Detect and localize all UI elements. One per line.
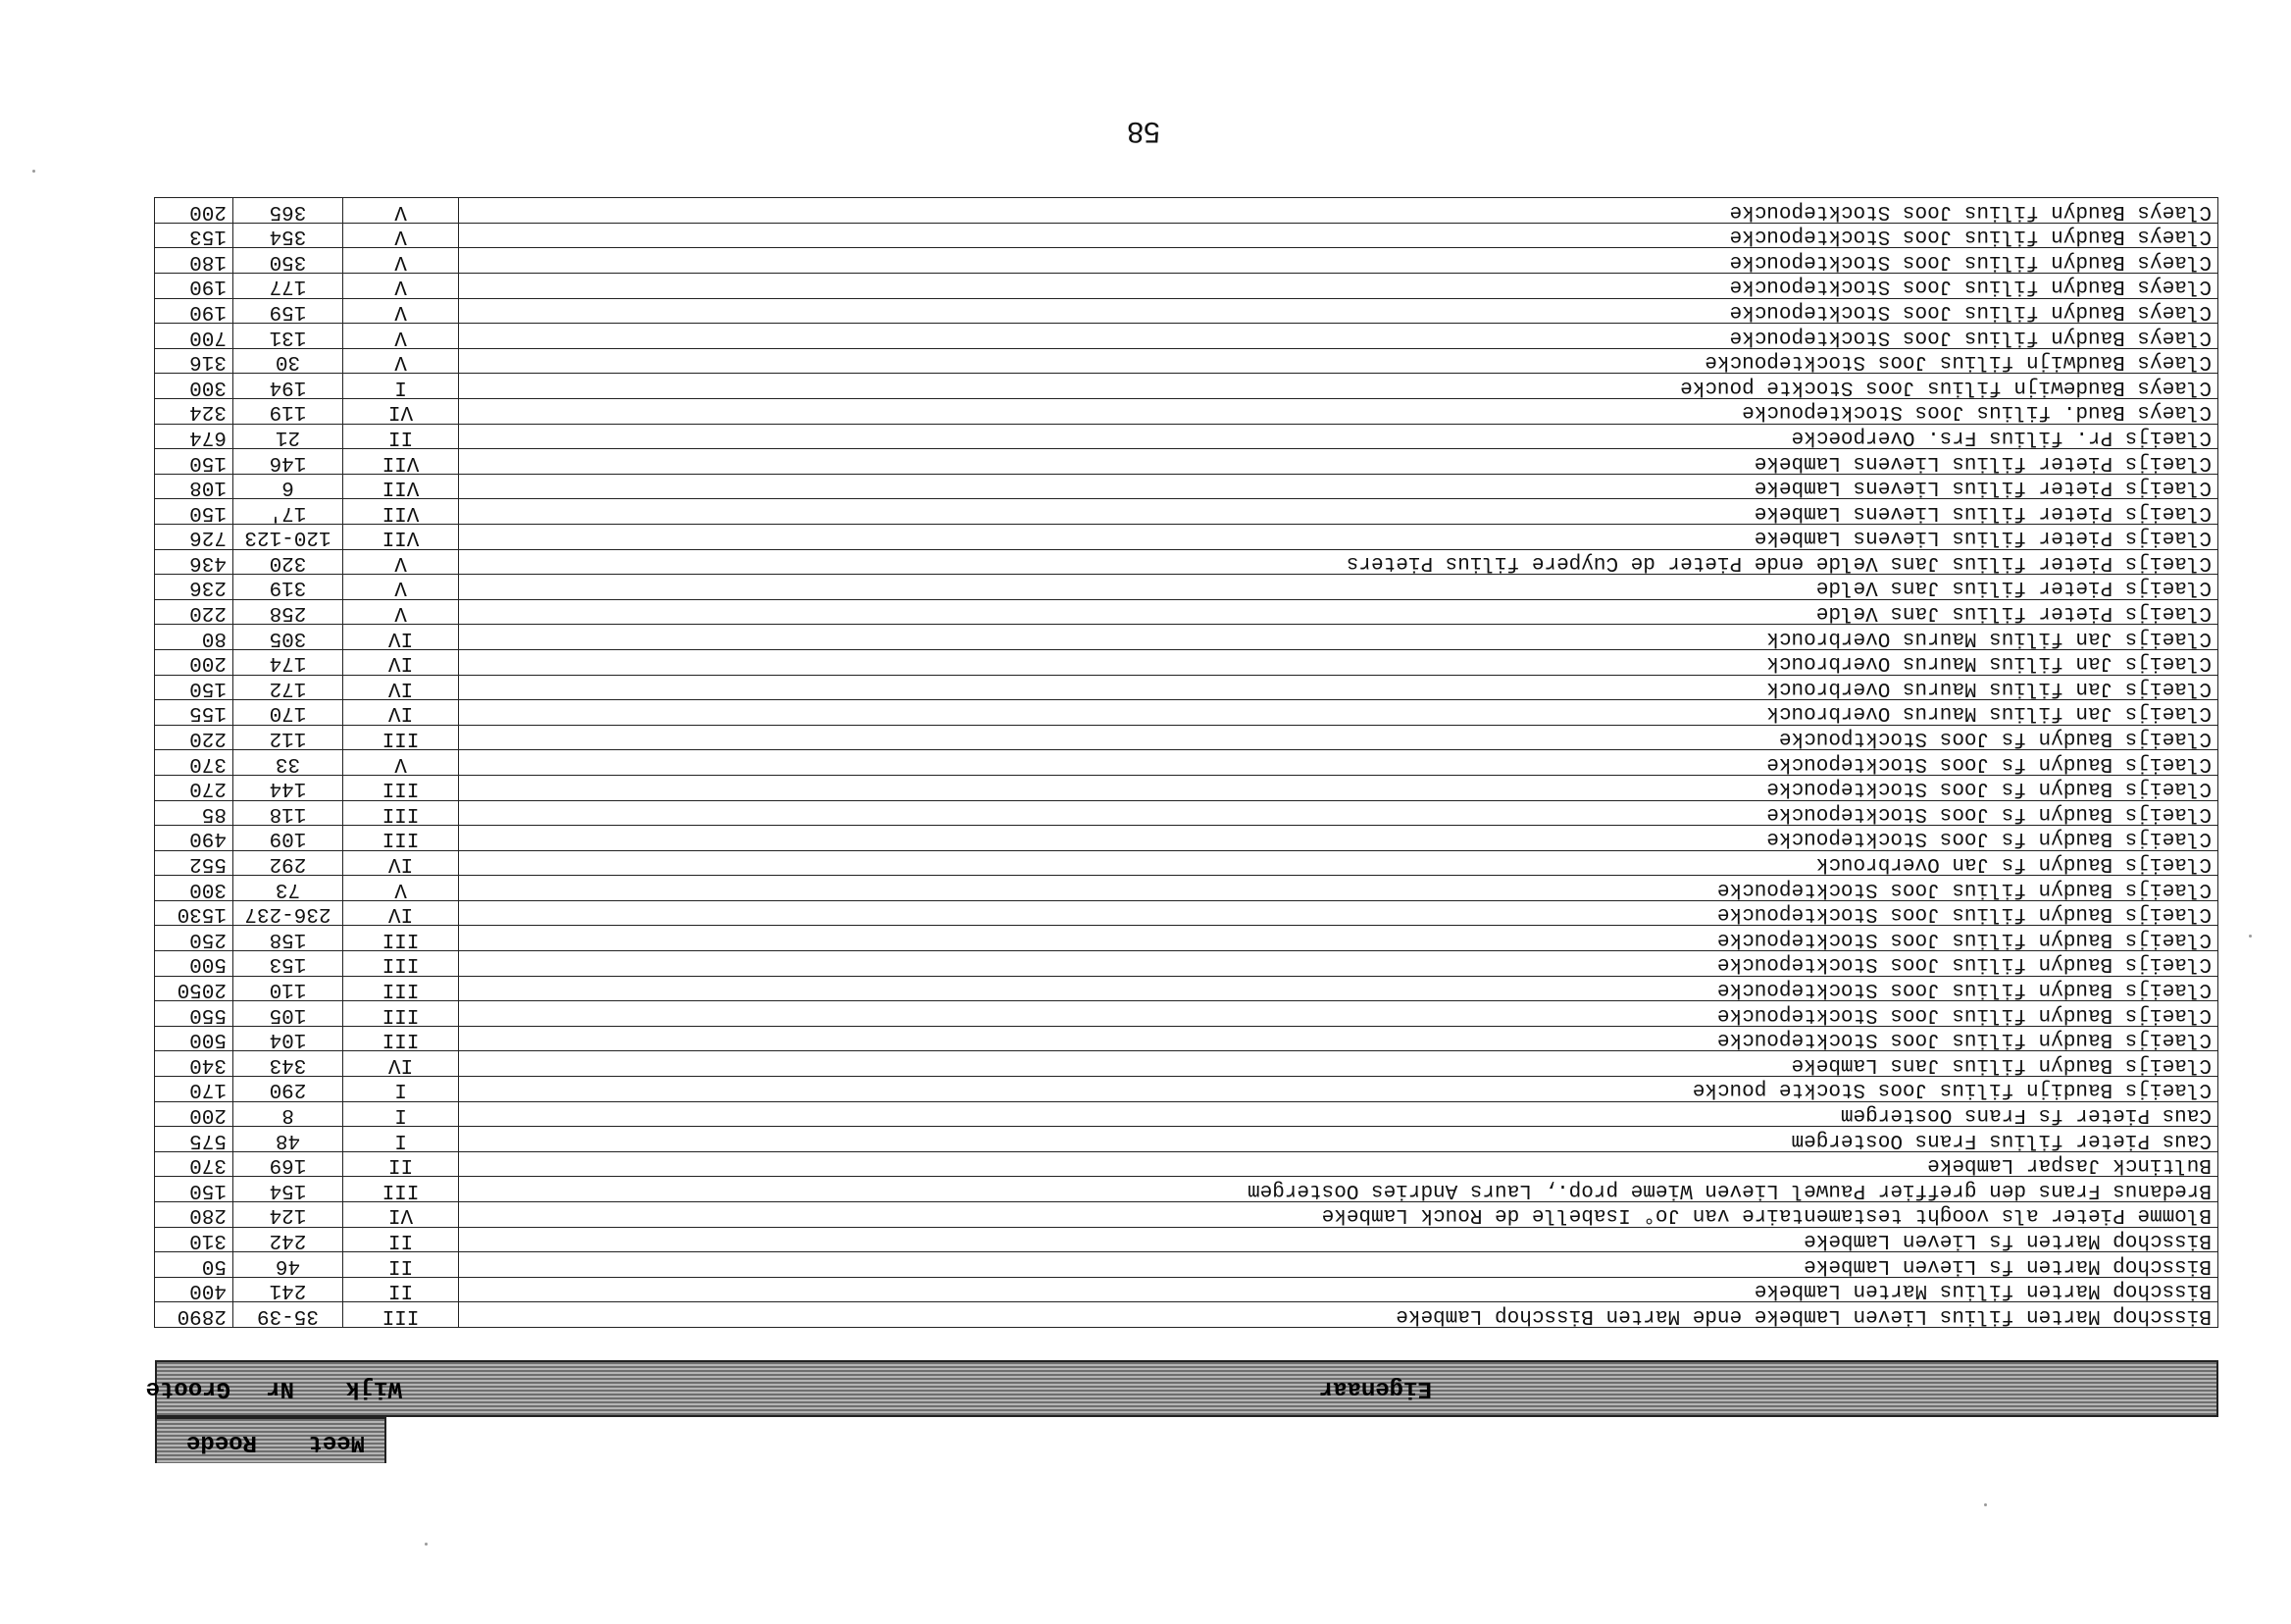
- area-cell: 316: [155, 348, 233, 374]
- table-row: [155, 850, 2218, 876]
- wijk-cell: IV: [343, 900, 459, 926]
- table-row: [155, 1001, 2218, 1027]
- parcel-number-cell: 46: [233, 1252, 343, 1278]
- table-row: [155, 399, 2218, 425]
- wijk-cell: IV: [343, 675, 459, 700]
- table-row: [155, 274, 2218, 299]
- parcel-number-cell: 365: [233, 198, 343, 224]
- parcel-number-cell: 124: [233, 1202, 343, 1228]
- owner-name-cell: Claeijs Baudyn filius Joos Stocktepoucke: [459, 876, 2218, 901]
- table-row: [155, 575, 2218, 600]
- table-row: [155, 1101, 2218, 1127]
- owner-name-cell: Claeijs Pieter filius Jans Velde: [459, 575, 2218, 600]
- owner-name-cell: Claeijs Baudyn filius Joos Stocktepoucke: [459, 900, 2218, 926]
- area-cell: 200: [155, 198, 233, 224]
- wijk-cell: V: [343, 298, 459, 324]
- table-row: [155, 625, 2218, 650]
- wijk-cell: III: [343, 1026, 459, 1051]
- parcel-number-cell: 241: [233, 1277, 343, 1302]
- wijk-cell: III: [343, 725, 459, 750]
- wijk-cell: V: [343, 324, 459, 349]
- area-cell: 180: [155, 248, 233, 274]
- area-cell: 150: [155, 449, 233, 475]
- parcel-number-cell: 21: [233, 424, 343, 449]
- area-cell: 340: [155, 1051, 233, 1077]
- table-row: [155, 1227, 2218, 1252]
- owner-name-cell: Claeijs Pieter filius Lievens Lambeke: [459, 499, 2218, 525]
- table-row: [155, 1177, 2218, 1202]
- area-cell: 190: [155, 274, 233, 299]
- wijk-cell: III: [343, 951, 459, 977]
- wijk-cell: VII: [343, 474, 459, 499]
- ledger-body: [155, 198, 2218, 1328]
- wijk-cell: I: [343, 1127, 459, 1152]
- area-cell: 1530: [155, 900, 233, 926]
- wijk-cell: V: [343, 348, 459, 374]
- owner-name-cell: Claeijs Baudyn filius Joos Stocktepoucke: [459, 926, 2218, 951]
- wijk-cell: VII: [343, 499, 459, 525]
- table-row: [155, 775, 2218, 800]
- parcel-number-cell: 194: [233, 374, 343, 399]
- parcel-number-cell: 120-123: [233, 525, 343, 550]
- wijk-cell: V: [343, 876, 459, 901]
- area-cell: 155: [155, 700, 233, 726]
- area-cell: 270: [155, 775, 233, 800]
- wijk-cell: IV: [343, 850, 459, 876]
- owner-name-cell: Blomme Pieter als vooght testamentaire van Jo° Isabelle de Rouck Lambeke: [459, 1202, 2218, 1228]
- subheader-label-1: Meet: [308, 1429, 365, 1455]
- parcel-number-cell: 350: [233, 248, 343, 274]
- wijk-cell: II: [343, 1252, 459, 1278]
- area-cell: 674: [155, 424, 233, 449]
- parcel-number-cell: 6: [233, 474, 343, 499]
- area-cell: 575: [155, 1127, 233, 1152]
- parcel-number-cell: 112: [233, 725, 343, 750]
- area-cell: 2050: [155, 976, 233, 1001]
- area-cell: 500: [155, 951, 233, 977]
- area-cell: 153: [155, 223, 233, 248]
- area-cell: 370: [155, 1151, 233, 1177]
- area-cell: 280: [155, 1202, 233, 1228]
- wijk-cell: IV: [343, 700, 459, 726]
- wijk-cell: V: [343, 599, 459, 625]
- owner-name-cell: Caus Pieter fs Frans Oostergem: [459, 1101, 2218, 1127]
- page-number: 58: [1127, 116, 1160, 148]
- owner-name-cell: Claeijs Baudijn filius Joos Stockte poucke: [459, 1077, 2218, 1102]
- owner-name-cell: Claeijs Baudyn filius Joos Stocktepoucke: [459, 976, 2218, 1001]
- parcel-number-cell: 8: [233, 1101, 343, 1127]
- parcel-number-cell: 158: [233, 926, 343, 951]
- owner-name-cell: Claeijs Pieter filius Jans Velde: [459, 599, 2218, 625]
- area-cell: 190: [155, 298, 233, 324]
- parcel-number-cell: 290: [233, 1077, 343, 1102]
- parcel-number-cell: 144: [233, 775, 343, 800]
- table-row: [155, 876, 2218, 901]
- area-cell: 236: [155, 575, 233, 600]
- owner-name-cell: Claeys Baudyn filius Joos Stocktepoucke: [459, 223, 2218, 248]
- area-cell: 300: [155, 876, 233, 901]
- wijk-cell: V: [343, 750, 459, 776]
- owner-name-cell: Claeys Baudyn filius Joos Stocktepoucke: [459, 274, 2218, 299]
- area-cell: 300: [155, 374, 233, 399]
- table-row: [155, 900, 2218, 926]
- table-row: [155, 549, 2218, 575]
- table-row: [155, 675, 2218, 700]
- table-row: [155, 374, 2218, 399]
- parcel-number-cell: 343: [233, 1051, 343, 1077]
- table-row: [155, 976, 2218, 1001]
- area-cell: 200: [155, 649, 233, 675]
- owner-name-cell: Claeijs Baudyn filius Joos Stocktepoucke: [459, 1001, 2218, 1027]
- wijk-cell: IV: [343, 649, 459, 675]
- area-cell: 150: [155, 1177, 233, 1202]
- owner-name-cell: Bisschop Marten fs Lieven Lambeke: [459, 1252, 2218, 1278]
- owner-name-cell: Bredanus Frans den greffier Pauwel Lieven Wieme prop., Laurs Andries Oostergem: [459, 1177, 2218, 1202]
- parcel-number-cell: 146: [233, 449, 343, 475]
- area-cell: 700: [155, 324, 233, 349]
- owner-name-cell: Claeijs Baudyn fs Joos Stocktepoucke: [459, 750, 2218, 776]
- wijk-cell: II: [343, 424, 459, 449]
- table-row: [155, 1077, 2218, 1102]
- wijk-cell: V: [343, 198, 459, 224]
- table-row: [155, 750, 2218, 776]
- table-row: [155, 499, 2218, 525]
- parcel-number-cell: 131: [233, 324, 343, 349]
- area-cell: 726: [155, 525, 233, 550]
- table-row: [155, 298, 2218, 324]
- owner-name-cell: Bisschop Marten fs Lieven Lambeke: [459, 1227, 2218, 1252]
- parcel-number-cell: 30: [233, 348, 343, 374]
- area-cell: 324: [155, 399, 233, 425]
- area-cell: 370: [155, 750, 233, 776]
- parcel-number-cell: 170: [233, 700, 343, 726]
- owner-name-cell: Bultinck Jaspar Lambeke: [459, 1151, 2218, 1177]
- ledger-table: [154, 197, 2218, 1328]
- wijk-cell: V: [343, 223, 459, 248]
- scan-speck: [2249, 935, 2252, 938]
- area-cell: 550: [155, 1001, 233, 1027]
- area-cell: 220: [155, 599, 233, 625]
- table-row: [155, 1252, 2218, 1278]
- parcel-number-cell: 319: [233, 575, 343, 600]
- owner-name-cell: Claeys Baudwijn filius Joos Stocktepoucke: [459, 348, 2218, 374]
- owner-name-cell: Claeijs Jan filius Maurus Overbrouck: [459, 700, 2218, 726]
- parcel-number-cell: 292: [233, 850, 343, 876]
- owner-name-cell: Claeijs Baudyn fs Joos Stocktepoucke: [459, 800, 2218, 826]
- table-row: [155, 725, 2218, 750]
- parcel-number-cell: 305: [233, 625, 343, 650]
- table-row: [155, 1151, 2218, 1177]
- owner-name-cell: Claeijs Pieter filius Jans Velde ende Pieter de Cuypere filius Pieters: [459, 549, 2218, 575]
- wijk-cell: III: [343, 976, 459, 1001]
- owner-name-cell: Claeijs Baudyn fs Joos Stocktepoucke: [459, 775, 2218, 800]
- area-cell: 80: [155, 625, 233, 650]
- header-name: Eigenaar: [1318, 1375, 1432, 1401]
- area-cell: 170: [155, 1077, 233, 1102]
- wijk-cell: VII: [343, 449, 459, 475]
- table-row: [155, 449, 2218, 475]
- area-cell: 200: [155, 1101, 233, 1127]
- parcel-number-cell: 33: [233, 750, 343, 776]
- parcel-number-cell: 242: [233, 1227, 343, 1252]
- parcel-number-cell: 354: [233, 223, 343, 248]
- table-row: [155, 800, 2218, 826]
- parcel-number-cell: 153: [233, 951, 343, 977]
- wijk-cell: II: [343, 1227, 459, 1252]
- wijk-cell: V: [343, 248, 459, 274]
- area-cell: 108: [155, 474, 233, 499]
- wijk-cell: VI: [343, 399, 459, 425]
- owner-name-cell: Bisschop Marten filius Marten Lambeke: [459, 1277, 2218, 1302]
- parcel-number-cell: 174: [233, 649, 343, 675]
- area-cell: 490: [155, 826, 233, 851]
- area-cell: 150: [155, 499, 233, 525]
- owner-name-cell: Claeijs Jan filius Maurus Overbrouck: [459, 649, 2218, 675]
- table-row: [155, 1127, 2218, 1152]
- parcel-number-cell: 109: [233, 826, 343, 851]
- header-nr: Nr: [266, 1375, 294, 1401]
- owner-name-cell: Claeijs Pieter filius Lievens Lambeke: [459, 525, 2218, 550]
- parcel-number-cell: 154: [233, 1177, 343, 1202]
- wijk-cell: I: [343, 374, 459, 399]
- wijk-cell: IV: [343, 1051, 459, 1077]
- scan-speck: [425, 1543, 428, 1546]
- scan-speck: [1984, 1503, 1987, 1506]
- wijk-cell: V: [343, 549, 459, 575]
- wijk-cell: II: [343, 1151, 459, 1177]
- parcel-number-cell: 35-39: [233, 1302, 343, 1328]
- table-row: [155, 599, 2218, 625]
- wijk-cell: I: [343, 1077, 459, 1102]
- scan-speck: [32, 170, 35, 173]
- owner-name-cell: Claeys Baudyn filius Joos Stocktepoucke: [459, 324, 2218, 349]
- table-row: [155, 1302, 2218, 1328]
- subheader-label-2: Roede: [185, 1429, 257, 1455]
- wijk-cell: VI: [343, 1202, 459, 1228]
- table-row: [155, 198, 2218, 224]
- area-cell: 250: [155, 926, 233, 951]
- owner-name-cell: Claeys Baudyn filius Joos Stocktepoucke: [459, 298, 2218, 324]
- owner-name-cell: Caus Pieter filius Frans Oostergem: [459, 1127, 2218, 1152]
- owner-name-cell: Bisschop Marten filius Lieven Lambeke ende Marten Bisschop Lambeke: [459, 1302, 2218, 1328]
- owner-name-cell: Claeijs Baudyn fs Joos Stocktpoucke: [459, 725, 2218, 750]
- area-cell: 310: [155, 1227, 233, 1252]
- parcel-number-cell: 177: [233, 274, 343, 299]
- wijk-cell: V: [343, 274, 459, 299]
- parcel-number-cell: 159: [233, 298, 343, 324]
- parcel-number-cell: 73: [233, 876, 343, 901]
- wijk-cell: V: [343, 575, 459, 600]
- area-cell: 500: [155, 1026, 233, 1051]
- parcel-number-cell: 17': [233, 499, 343, 525]
- owner-name-cell: Claeijs Pr. filius Frs. Overpoecke: [459, 424, 2218, 449]
- parcel-number-cell: 48: [233, 1127, 343, 1152]
- table-row: [155, 348, 2218, 374]
- area-cell: 220: [155, 725, 233, 750]
- wijk-cell: III: [343, 800, 459, 826]
- table-row: [155, 649, 2218, 675]
- table-row: [155, 474, 2218, 499]
- parcel-number-cell: 105: [233, 1001, 343, 1027]
- owner-name-cell: Claeijs Baudyn filius Joos Stocktepoucke: [459, 1026, 2218, 1051]
- header-wijk: Wijk: [345, 1375, 402, 1401]
- header-groot: Groote: [145, 1375, 230, 1401]
- parcel-number-cell: 110: [233, 976, 343, 1001]
- table-subheader: [155, 1417, 386, 1463]
- area-cell: 50: [155, 1252, 233, 1278]
- table-row: [155, 700, 2218, 726]
- wijk-cell: III: [343, 826, 459, 851]
- owner-name-cell: Claeijs Pieter filius Lievens Lambeke: [459, 449, 2218, 475]
- area-cell: 552: [155, 850, 233, 876]
- owner-name-cell: Claeijs Baudyn filius Joos Stocktepoucke: [459, 951, 2218, 977]
- table-row: [155, 951, 2218, 977]
- table-row: [155, 1026, 2218, 1051]
- parcel-number-cell: 258: [233, 599, 343, 625]
- table-row: [155, 1202, 2218, 1228]
- owner-name-cell: Claeys Baudewijn filius Joos Stockte poucke: [459, 374, 2218, 399]
- wijk-cell: III: [343, 775, 459, 800]
- wijk-cell: I: [343, 1101, 459, 1127]
- owner-name-cell: Claeijs Baudyn fs Jan Overbrouck: [459, 850, 2218, 876]
- table-row: [155, 1051, 2218, 1077]
- table-row: [155, 826, 2218, 851]
- table-row: [155, 926, 2218, 951]
- owner-name-cell: Claeijs Pieter filius Lievens Lambeke: [459, 474, 2218, 499]
- owner-name-cell: Claeijs Jan filius Maurus Overbrouck: [459, 625, 2218, 650]
- table-header: [145, 1360, 2218, 1417]
- owner-name-cell: Claeijs Baudyn fs Joos Stocktepoucke: [459, 826, 2218, 851]
- wijk-cell: VII: [343, 525, 459, 550]
- parcel-number-cell: 236-237: [233, 900, 343, 926]
- owner-name-cell: Claeys Baudyn filius Joos Stocktepoucke: [459, 198, 2218, 224]
- table-row: [155, 424, 2218, 449]
- owner-name-cell: Claeys Baud. filius Joos Stocktepoucke: [459, 399, 2218, 425]
- area-cell: 400: [155, 1277, 233, 1302]
- area-cell: 85: [155, 800, 233, 826]
- parcel-number-cell: 118: [233, 800, 343, 826]
- wijk-cell: III: [343, 1177, 459, 1202]
- table-row: [155, 248, 2218, 274]
- parcel-number-cell: 104: [233, 1026, 343, 1051]
- area-cell: 150: [155, 675, 233, 700]
- owner-name-cell: Claeys Baudyn filius Joos Stocktepoucke: [459, 248, 2218, 274]
- wijk-cell: III: [343, 1001, 459, 1027]
- table-row: [155, 525, 2218, 550]
- table-row: [155, 1277, 2218, 1302]
- area-cell: 2890: [155, 1302, 233, 1328]
- owner-name-cell: Claeijs Jan filius Maurus Overbrouck: [459, 675, 2218, 700]
- area-cell: 436: [155, 549, 233, 575]
- parcel-number-cell: 119: [233, 399, 343, 425]
- wijk-cell: IV: [343, 625, 459, 650]
- wijk-cell: II: [343, 1277, 459, 1302]
- table-row: [155, 223, 2218, 248]
- wijk-cell: III: [343, 926, 459, 951]
- owner-name-cell: Claeijs Baudyn filius Jans Lambeke: [459, 1051, 2218, 1077]
- parcel-number-cell: 172: [233, 675, 343, 700]
- wijk-cell: III: [343, 1302, 459, 1328]
- parcel-number-cell: 320: [233, 549, 343, 575]
- table-row: [155, 324, 2218, 349]
- parcel-number-cell: 169: [233, 1151, 343, 1177]
